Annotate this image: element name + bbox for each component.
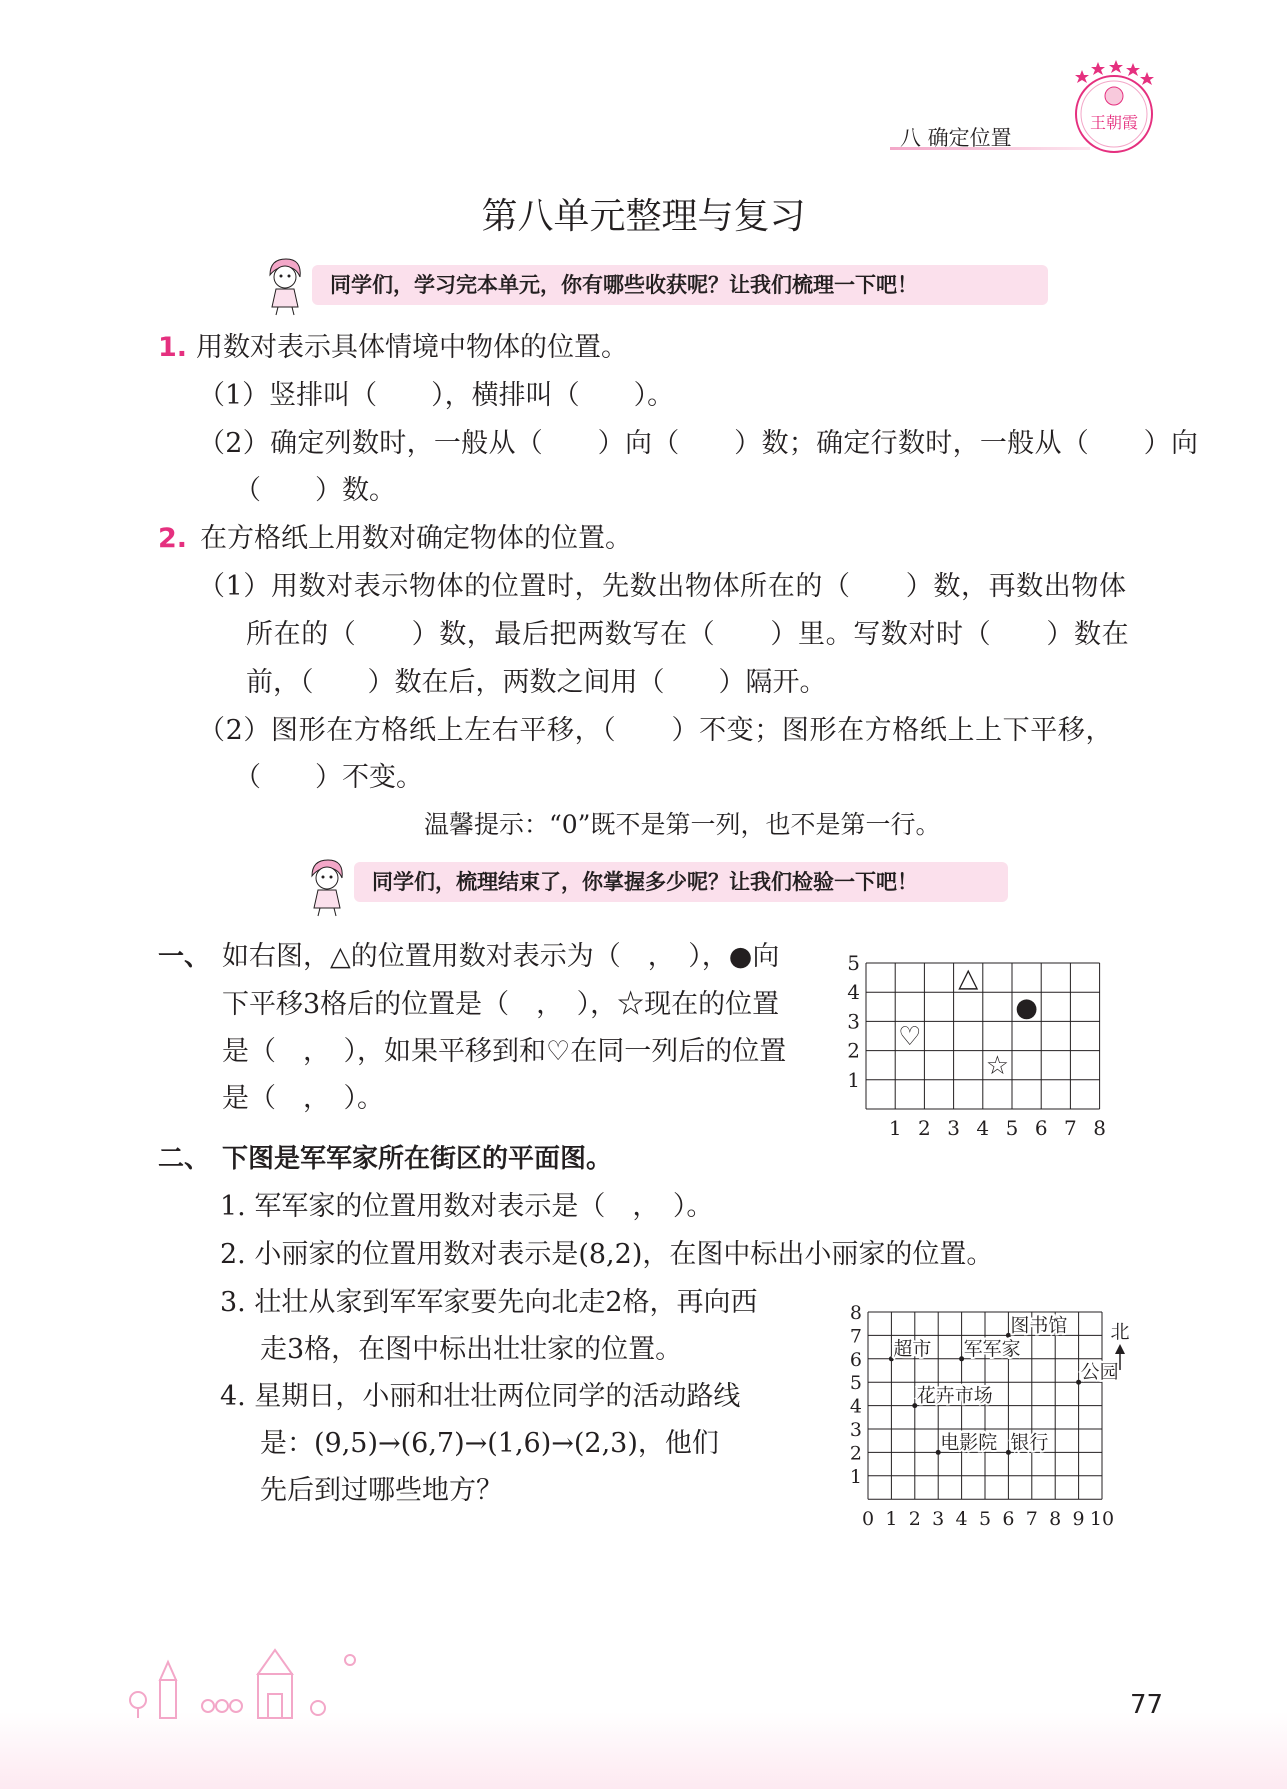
q2-1c-text: 前，（ ）数在后，两数之间用（ ）隔开。 [246,667,827,698]
y-tick-label: 1 [847,1067,860,1092]
part2-q3a: 3. 壮壮从家到军军家要先向北走2格，再向西 [220,1287,758,1318]
x-tick-label: 5 [978,1508,992,1531]
q2-number: 2. [158,523,188,554]
y-tick-label: 5 [849,1372,862,1395]
x-tick-label: 5 [1005,1116,1019,1140]
banner-review: 同学们，学习完本单元，你有哪些收获呢？让我们梳理一下吧！ [312,265,1048,305]
part2-q2: 2. 小丽家的位置用数对表示是(8,2)，在图中标出小丽家的位置。 [220,1239,994,1270]
part1-line-4: 是（ ， ）。 [222,1083,384,1114]
y-tick-label: 5 [847,955,860,975]
x-tick-label: 7 [1064,1116,1077,1140]
x-tick-label: 9 [1072,1508,1085,1531]
part2-title: 下图是军军家所在街区的平面图。 [222,1144,613,1174]
part1-label: 一、 [158,942,211,972]
y-tick-label: 8 [849,1302,862,1324]
part2-q3b: 走3格，在图中标出壮壮家的位置。 [260,1334,683,1365]
x-tick-label: 3 [932,1508,945,1531]
street-map [840,1300,1140,1540]
y-tick-label: 1 [849,1465,862,1488]
girl-mascot-icon [262,255,308,317]
y-tick-label: 2 [849,1442,862,1465]
place-label: 公园 [1080,1361,1119,1384]
q2-text: 在方格纸上用数对确定物体的位置。 [200,523,632,554]
place-label: 超市 [893,1337,932,1360]
y-tick-label: 7 [849,1325,862,1348]
chapter-tag: 八 确定位置 [900,126,1012,150]
north-label: 北 [1110,1321,1130,1343]
place-label: 图书馆 [1010,1314,1068,1337]
footer-band [0,1712,1287,1789]
x-tick-label: 0 [861,1508,875,1531]
q2-1a-text: （1）用数对表示物体的位置时，先数出物体所在的（ ）数，再数出物体 [198,571,1127,602]
y-tick-label: 3 [849,1419,862,1441]
q1-number: 1. [158,332,188,363]
x-tick-label: 10 [1089,1508,1115,1531]
triangle-icon: △ [958,963,979,994]
part2-label: 二、 [158,1144,211,1174]
page-title: 第八单元整理与复习 [481,196,806,237]
part2-q4a: 4. 星期日，小丽和壮壮两位同学的活动路线 [220,1381,741,1412]
x-tick-label: 6 [1002,1508,1015,1531]
x-tick-label: 7 [1025,1508,1038,1531]
part2-q1: 1. 军军家的位置用数对表示是（ ， ）。 [220,1191,714,1222]
part2-q4c: 先后到过哪些地方？ [260,1475,503,1506]
q1-text: 用数对表示具体情境中物体的位置。 [196,332,628,363]
x-tick-label: 1 [885,1508,898,1531]
q2-1b-text: 所在的（ ）数，最后把两数写在（ ）里。写数对时（ ）数在 [246,619,1130,650]
page-number: 77 [1130,1690,1164,1720]
q2-2a-text: （2）图形在方格纸上左右平移，（ ）不变；图形在方格纸上上下平移， [198,715,1114,746]
y-tick-label: 4 [849,1395,862,1418]
grid-1 [840,955,1110,1140]
logo-seal-icon [1068,56,1158,156]
banner-check: 同学们，梳理结束了，你掌握多少呢？让我们检验一下吧！ [354,862,1008,902]
x-tick-label: 4 [976,1116,990,1140]
y-tick-label: 4 [847,980,860,1005]
part1-line-3: 是（ ， ），如果平移到和♡在同一列后的位置 [222,1036,787,1067]
svg-text:王朝霞: 王朝霞 [1089,113,1139,132]
y-tick-label: 6 [849,1348,862,1371]
q1-2b-text: （ ）数。 [234,475,396,506]
tip-text: 温馨提示：“0”既不是第一列，也不是第一行。 [424,810,941,839]
q2-2b-text: （ ）不变。 [234,762,423,793]
q1-2a-text: （2）确定列数时，一般从（ ）向（ ）数；确定行数时，一般从（ ）向 [198,428,1199,459]
girl-mascot-icon-2 [304,856,350,918]
x-tick-label: 6 [1034,1116,1048,1140]
q1-1-text: （1）竖排叫（ ），横排叫（ ）。 [198,380,675,411]
x-tick-label: 8 [1093,1116,1106,1140]
x-tick-label: 1 [888,1116,902,1140]
place-label: 银行 [1010,1431,1049,1454]
part2-q4b: 是：(9,5)→(6,7)→(1,6)→(2,3)，他们 [260,1428,719,1459]
place-label: 电影院 [940,1431,998,1454]
place-label: 花卉市场 [916,1384,993,1407]
x-tick-label: 8 [1049,1508,1062,1531]
castle-decoration-icon [118,1640,378,1720]
y-tick-label: 2 [847,1038,860,1063]
x-tick-label: 2 [918,1116,931,1140]
y-tick-label: 3 [847,1009,860,1034]
x-tick-label: 3 [947,1116,960,1140]
dot-icon: ● [1015,992,1038,1023]
star-icon: ☆ [985,1051,1010,1082]
part1-line-1: 如右图，△的位置用数对表示为（ ， ），●向 [222,941,780,972]
x-tick-label: 2 [908,1508,921,1531]
heart-icon: ♡ [898,1022,922,1052]
part1-line-2: 下平移3格后的位置是（ ， ），☆现在的位置 [222,989,780,1020]
place-label: 军军家 [963,1337,1021,1360]
north-arrowhead-icon [1115,1344,1125,1354]
x-tick-label: 4 [955,1508,968,1531]
